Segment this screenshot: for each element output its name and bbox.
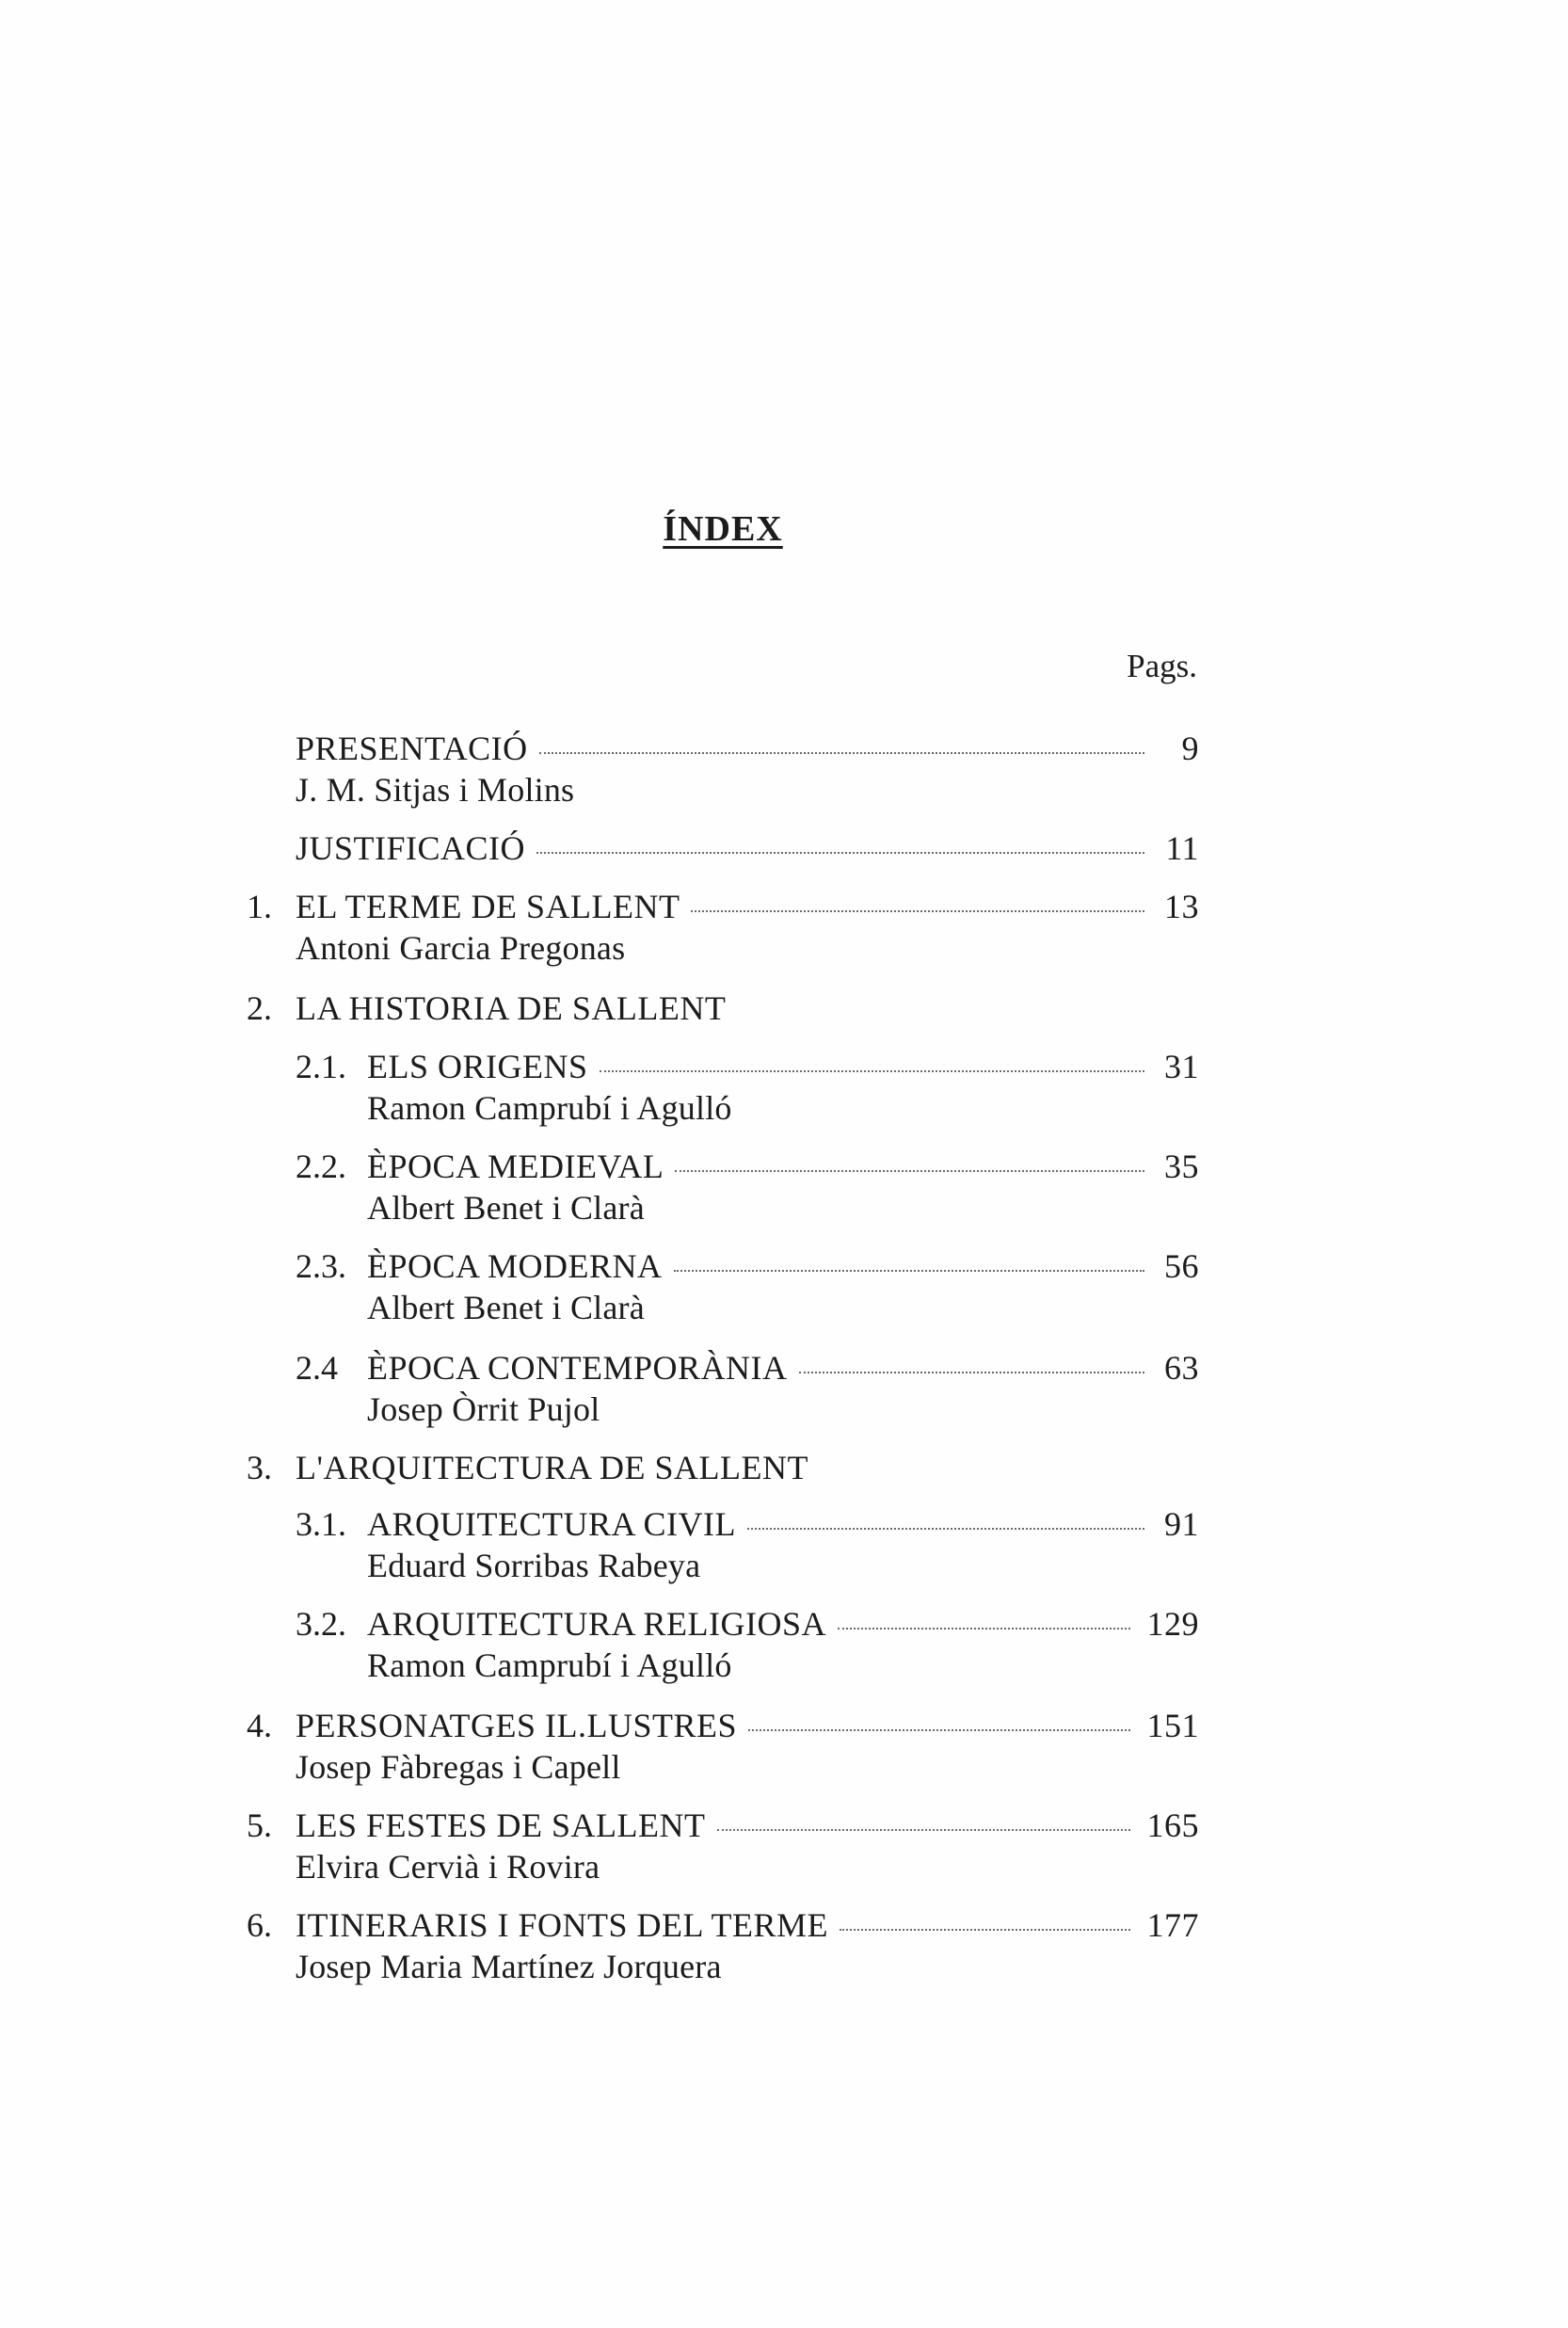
toc-entry-title: ÈPOCA MODERNA [367, 1247, 663, 1285]
toc-entry-page: 31 [1164, 1048, 1199, 1085]
toc-section-historia[interactable] [296, 988, 726, 1032]
dot-leader [536, 851, 1144, 854]
toc-entry-page: 129 [1146, 1605, 1199, 1643]
toc-entry-title: L'ARQUITECTURA DE SALLENT [296, 1449, 808, 1486]
toc-entry-number: 3.2. [296, 1605, 346, 1643]
toc-entry-page: 13 [1164, 888, 1199, 925]
toc-entry-title: ITINERARIS I FONTS DEL TERME [296, 1906, 828, 1944]
toc-entry-author: Ramon Camprubí i Agulló [367, 1646, 732, 1684]
toc-entry-author: Josep Fàbregas i Capell [296, 1748, 621, 1786]
toc-entry-festes[interactable] [296, 1806, 1199, 1849]
dot-leader [747, 1527, 1144, 1530]
toc-entry-el-terme[interactable] [296, 887, 1199, 930]
toc-section-arquitectura[interactable] [296, 1448, 808, 1491]
dot-leader [674, 1269, 1144, 1272]
toc-entry-page: 56 [1164, 1247, 1199, 1285]
toc-entry-els-origens[interactable] [367, 1047, 1199, 1090]
toc-entry-title: PERSONATGES IL.LUSTRES [296, 1707, 738, 1744]
toc-entry-personatges[interactable] [296, 1706, 1199, 1749]
toc-entry-title: ARQUITECTURA CIVIL [367, 1505, 736, 1543]
dot-leader [840, 1928, 1130, 1931]
toc-entry-page: 9 [1181, 730, 1199, 767]
toc-entry-title: PRESENTACIÓ [296, 730, 528, 767]
toc-entry-title: ÈPOCA MEDIEVAL [367, 1148, 664, 1185]
toc-entry-title: ARQUITECTURA RELIGIOSA [367, 1605, 826, 1643]
toc-entry-presentacio[interactable] [296, 729, 1199, 772]
toc-entry-number: 3.1. [296, 1505, 346, 1543]
toc-entry-page: 151 [1146, 1707, 1199, 1744]
toc-entry-epoca-medieval[interactable] [367, 1147, 1199, 1190]
toc-entry-title: JUSTIFICACIÓ [296, 829, 526, 867]
toc-entry-number: 2.3. [296, 1247, 346, 1285]
toc-entry-author: Eduard Sorribas Rabeya [367, 1547, 701, 1584]
toc-entry-page: 63 [1164, 1349, 1199, 1387]
toc-entry-page: 91 [1164, 1505, 1199, 1543]
toc-entry-number: 5. [247, 1806, 272, 1844]
dot-leader [675, 1169, 1144, 1172]
toc-entry-number: 6. [247, 1906, 272, 1944]
toc-entry-author: Albert Benet i Clarà [367, 1189, 645, 1227]
toc-entry-title: EL TERME DE SALLENT [296, 888, 680, 925]
toc-entry-number: 2.2. [296, 1148, 346, 1185]
dot-leader [600, 1069, 1144, 1072]
toc-entry-title: LA HISTORIA DE SALLENT [296, 989, 727, 1027]
dot-leader [838, 1627, 1130, 1630]
toc-entry-author: Ramon Camprubí i Agulló [367, 1089, 732, 1127]
toc-entry-number: 1. [247, 888, 272, 925]
toc-entry-author: Elvira Cervià i Rovira [296, 1848, 600, 1886]
page-title: ÍNDEX [663, 509, 783, 549]
toc-entry-author: Josep Maria Martínez Jorquera [296, 1948, 722, 1985]
dot-leader [748, 1728, 1129, 1731]
toc-entry-title: LES FESTES DE SALLENT [296, 1806, 706, 1844]
toc-entry-number: 2.4 [296, 1349, 338, 1387]
toc-entry-number: 4. [247, 1707, 272, 1744]
toc-entry-author: Antoni Garcia Pregonas [296, 929, 626, 967]
toc-entry-title: ÈPOCA CONTEMPORÀNIA [367, 1349, 788, 1387]
toc-entry-number: 2. [247, 989, 272, 1027]
toc-entry-author: Josep Òrrit Pujol [367, 1390, 600, 1428]
toc-entry-justificacio[interactable] [296, 828, 1199, 872]
toc-entry-page: 11 [1165, 829, 1199, 867]
toc-entry-number: 2.1. [296, 1048, 346, 1085]
dot-leader [539, 751, 1144, 754]
dot-leader [799, 1371, 1144, 1373]
toc-entry-author: J. M. Sitjas i Molins [296, 771, 575, 809]
toc-entry-title: ELS ORIGENS [367, 1048, 588, 1085]
toc-entry-itineraris[interactable] [296, 1905, 1199, 1949]
toc-entry-epoca-contemporania[interactable] [367, 1348, 1199, 1391]
toc-entry-author: Albert Benet i Clarà [367, 1289, 645, 1326]
toc-entry-arquitectura-religiosa[interactable] [367, 1604, 1199, 1647]
toc-entry-page: 35 [1164, 1148, 1199, 1185]
pages-column-label: Pags. [1127, 648, 1197, 684]
dot-leader [717, 1828, 1130, 1831]
toc-entry-page: 165 [1146, 1806, 1199, 1844]
toc-entry-page: 177 [1146, 1906, 1199, 1944]
toc-entry-number: 3. [247, 1449, 272, 1486]
toc-entry-epoca-moderna[interactable] [367, 1246, 1199, 1290]
dot-leader [691, 909, 1144, 912]
toc-entry-arquitectura-civil[interactable] [367, 1504, 1199, 1548]
